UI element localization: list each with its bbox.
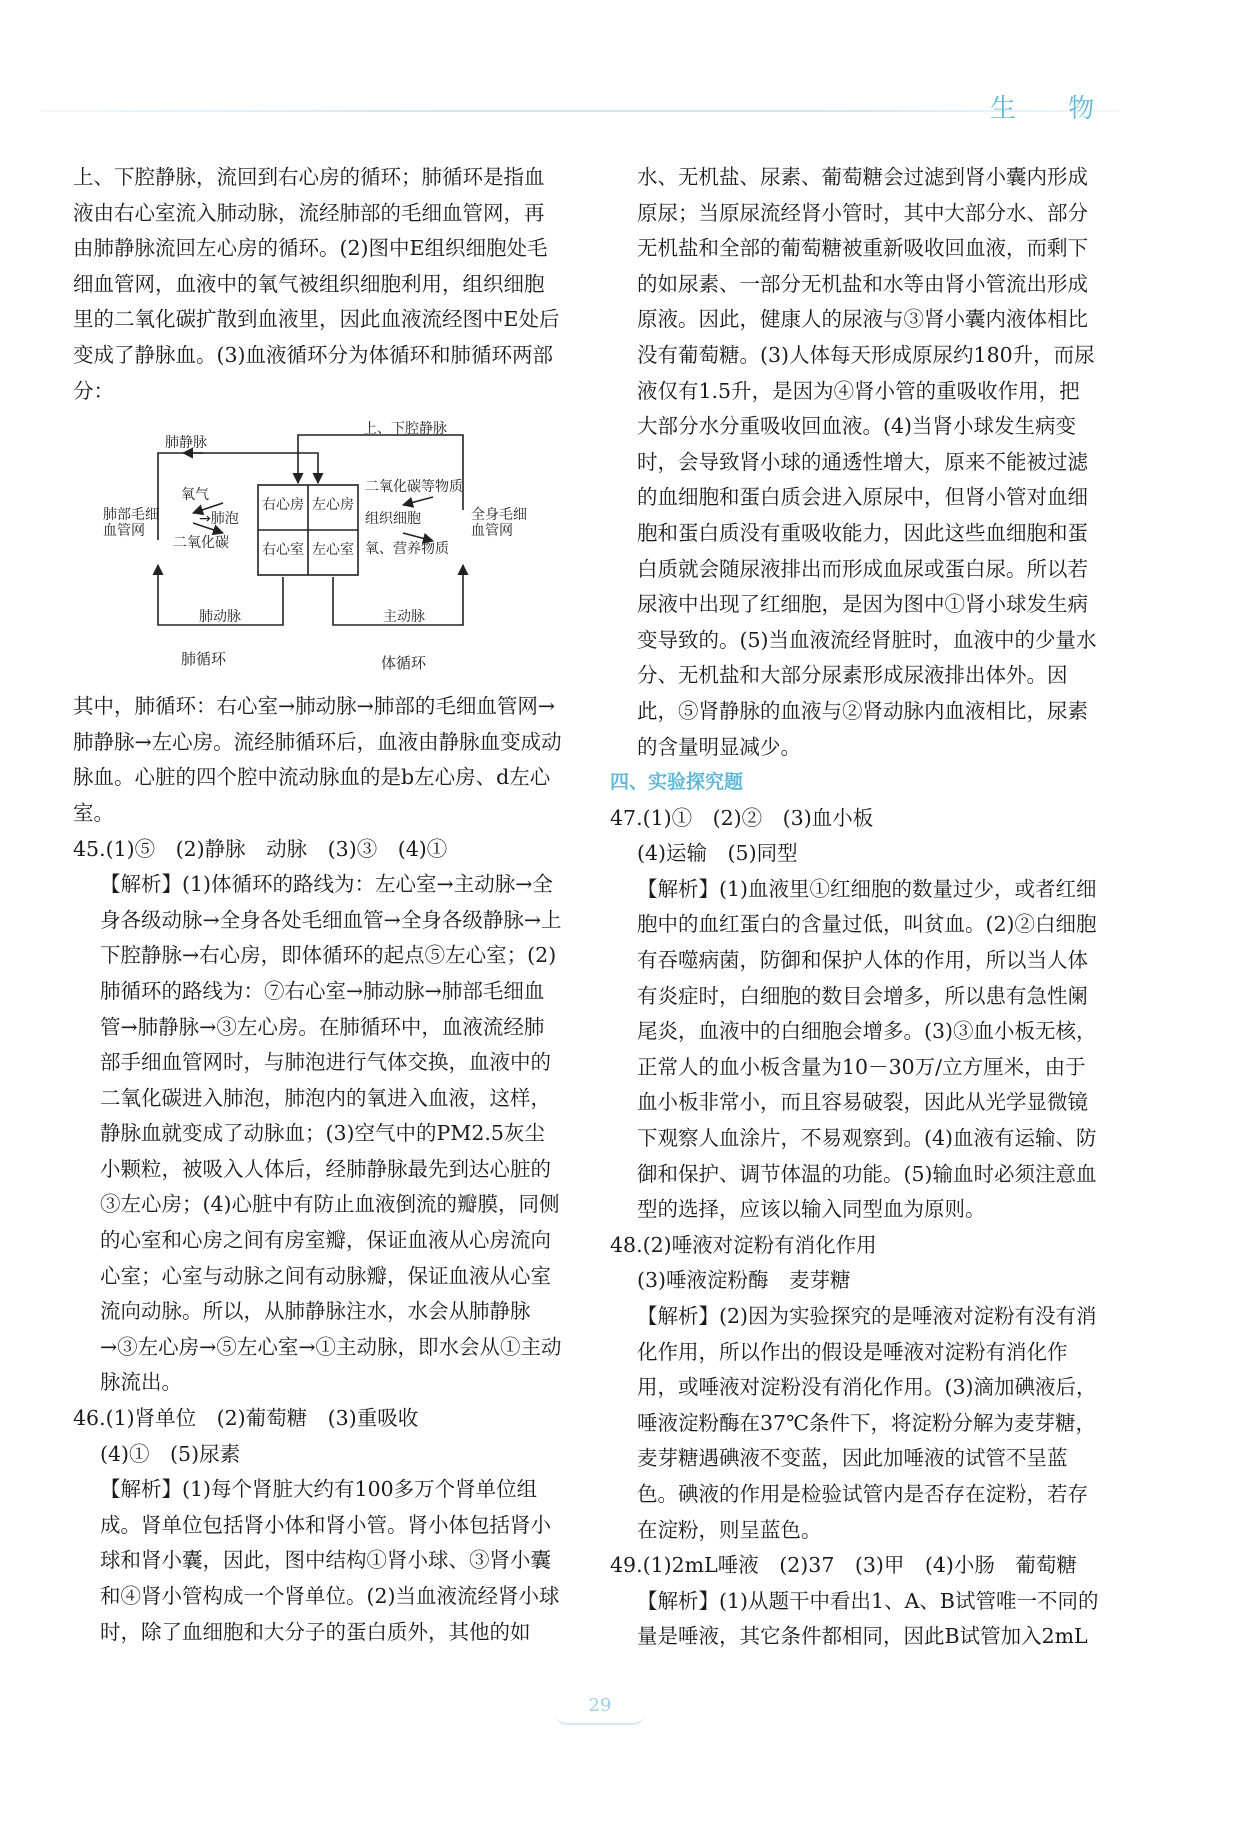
- label-lung-capillary: 肺部毛细 血管网: [103, 507, 159, 540]
- label-co2-waste: 二氧化碳等物质: [365, 479, 463, 496]
- label-alveoli: →肺泡: [199, 511, 239, 528]
- page-number: 29: [588, 1695, 612, 1716]
- label-systemic-circulation: 体循环: [381, 654, 427, 673]
- label-pulmonary-circulation: 肺循环: [181, 650, 227, 669]
- q46-explanation: 【解析】(1)每个肾脏大约有100多万个肾单位组成。肾单位包括肾小体和肾小管。肾小体包括肾小球和肾小囊，因此，图中结构①肾小球、③肾小囊和④肾小管构成一个肾单位。(2)当血液流经肾小球时，除了血细胞和大分子的蛋白质外，其他的如: [100, 1477, 560, 1644]
- q48-answer-cont: (3)唾液淀粉酶 麦芽糖: [637, 1268, 851, 1293]
- blood-circulation-diagram: [103, 415, 573, 685]
- label-aorta: 主动脉: [383, 609, 425, 626]
- label-right-atrium: 右心房: [262, 497, 304, 514]
- label-pulmonary-artery: 肺动脉: [199, 609, 241, 626]
- left-column: [73, 160, 563, 1650]
- label-vena-cava: 上、下腔静脉: [363, 421, 447, 438]
- q45-answer: 45.(1)⑤ (2)静脉 动脉 (3)③ (4)①: [73, 836, 448, 861]
- label-right-ventricle: 右心室: [262, 542, 304, 559]
- section-title: 四、实验探究题: [610, 771, 744, 794]
- q46-answer: 46.(1)肾单位 (2)葡萄糖 (3)重吸收: [73, 1406, 419, 1431]
- label-left-ventricle: 左心室: [312, 542, 354, 559]
- q46-explanation-cont: 水、无机盐、尿素、葡萄糖会过滤到肾小囊内形成原尿；当原尿流经肾小管时，其中大部分水、部分无机盐和全部的葡萄糖被重新吸收回血液，而剩下的如尿素、一部分无机盐和水等由肾小管流出形成原液。因此，健康人的尿液与③肾小囊内液体相比没有葡萄糖。(3)人体每天形成原尿约180升，而尿液仅有1.5升，是因为④肾小管的重吸收作用，把大部分水分重吸收回血液。(4)当肾小球发生病变时，会导致肾小球的通透性增大，原来不能被过滤的血细胞和蛋白质会进入原尿中，但肾小管对血细胞和蛋白质没有重吸收能力，因此这些血细胞和蛋白质就会随尿液排出而形成血尿或蛋白尿。所以若尿液中出现了红细胞，是因为图中①肾小球发生病变导致的。(5)当血液流经肾脏时，血液中的少量水分、无机盐和大部分尿素形成尿液排出体外。因此，⑤肾静脉的血液与②肾动脉内血液相比，尿素的含量明显减少。: [637, 165, 1097, 759]
- q48-explanation: 【解析】(2)因为实验探究的是唾液对淀粉有没有消化作用，所以作出的假设是唾液对淀粉有消化作用，或唾液对淀粉没有消化作用。(3)滴加碘液后，唾液淀粉酶在37℃条件下，将淀粉分解为麦芽糖，麦芽糖遇碘液不变蓝，因此加唾液的试管不呈蓝色。碘液的作用是检验试管内是否存在淀粉，若存在淀粉，则呈蓝色。: [637, 1304, 1097, 1542]
- q49-answer: 49.(1)2mL唾液 (2)37 (3)甲 (4)小肠 葡萄糖: [610, 1553, 1077, 1578]
- subject-label: 生 物: [990, 94, 1117, 124]
- q47-explanation: 【解析】(1)血液里①红细胞的数量过少，或者红细胞中的血红蛋白的含量过低，叫贫血。(2)②白细胞有吞噬病菌，防御和保护人体的作用，所以当人体有炎症时，白细胞的数目会增多，所以患有急性阑尾炎，血液中的白细胞会增多。(3)③血小板无核，正常人的血小板含量为10－30万/立方厘米，由于血小板非常小，而且容易破裂，因此从光学显微镜下观察人血涂片，不易观察到。(4)血液有运输、防御和保护、调节体温的功能。(5)输血时必须注意血型的选择，应该以输入同型血为原则。: [637, 876, 1097, 1222]
- label-o2-nutrients: 氧、营养物质: [365, 541, 449, 558]
- q49-explanation: 【解析】(1)从题干中看出1、A、B试管唯一不同的量是唾液，其它条件都相同，因此B试管加入2mL: [637, 1588, 1099, 1649]
- q47-answer: 47.(1)① (2)② (3)血小板: [610, 805, 874, 830]
- label-tissue-cells: 组织细胞: [365, 511, 421, 528]
- label-body-capillary: 全身毛细 血管网: [471, 507, 527, 540]
- label-left-atrium: 左心房: [312, 497, 354, 514]
- q45-explanation: 【解析】(1)体循环的路线为：左心室→主动脉→全身各级动脉→全身各处毛细血管→全身各级静脉→上下腔静脉→右心房，即体循环的起点⑤左心室；(2)肺循环的路线为：⑦右心室→肺动脉→肺部毛细血管→肺静脉→③左心房。在肺循环中，血液流经肺部手细血管网时，与肺泡进行气体交换，血液中的二氧化碳进入肺泡，肺泡内的氧进入血液，这样，静脉血就变成了动脉血；(3)空气中的PM2.5灰尘小颗粒，被吸入人体后，经肺静脉最先到达心脏的③左心房；(4)心脏中有防止血液倒流的瓣膜，同侧的心室和心房之间有房室瓣，保证血液从心房流向心室；心室与动脉之间有动脉瓣，保证血液从心室流向动脉。所以，从肺静脉注水，水会从肺静脉→③左心房→⑤左心室→①主动脉，即水会从①主动脉流出。: [100, 872, 562, 1395]
- right-column: [610, 160, 1100, 1655]
- q48-answer: 48.(2)唾液对淀粉有消化作用: [610, 1232, 877, 1257]
- q46-answer-cont: (4)① (5)尿素: [100, 1441, 241, 1466]
- header-rule: [40, 110, 1120, 112]
- q47-answer-cont: (4)运输 (5)同型: [637, 841, 798, 866]
- label-co2: 二氧化碳: [173, 535, 229, 552]
- answer-paragraph: 上、下腔静脉，流回到右心房的循环；肺循环是指血液由右心室流入肺动脉，流经肺部的毛细血管网，再由肺静脉流回左心房的循环。(2)图中E组织细胞处毛细血管网，血液中的氧气被组织细胞利用，组织细胞里的二氧化碳扩散到血液里，因此血液流经图中E处后变成了静脉血。(3)血液循环分为体循环和肺循环两部分：: [73, 165, 560, 403]
- label-pulmonary-vein: 肺静脉: [165, 435, 207, 452]
- label-oxygen: 氧气: [181, 487, 209, 504]
- answer-paragraph: 其中，肺循环：右心室→肺动脉→肺部的毛细血管网→肺静脉→左心房。流经肺循环后，血液由静脉血变成动脉血。心脏的四个腔中流动脉血的是b左心房、d左心室。: [73, 694, 562, 825]
